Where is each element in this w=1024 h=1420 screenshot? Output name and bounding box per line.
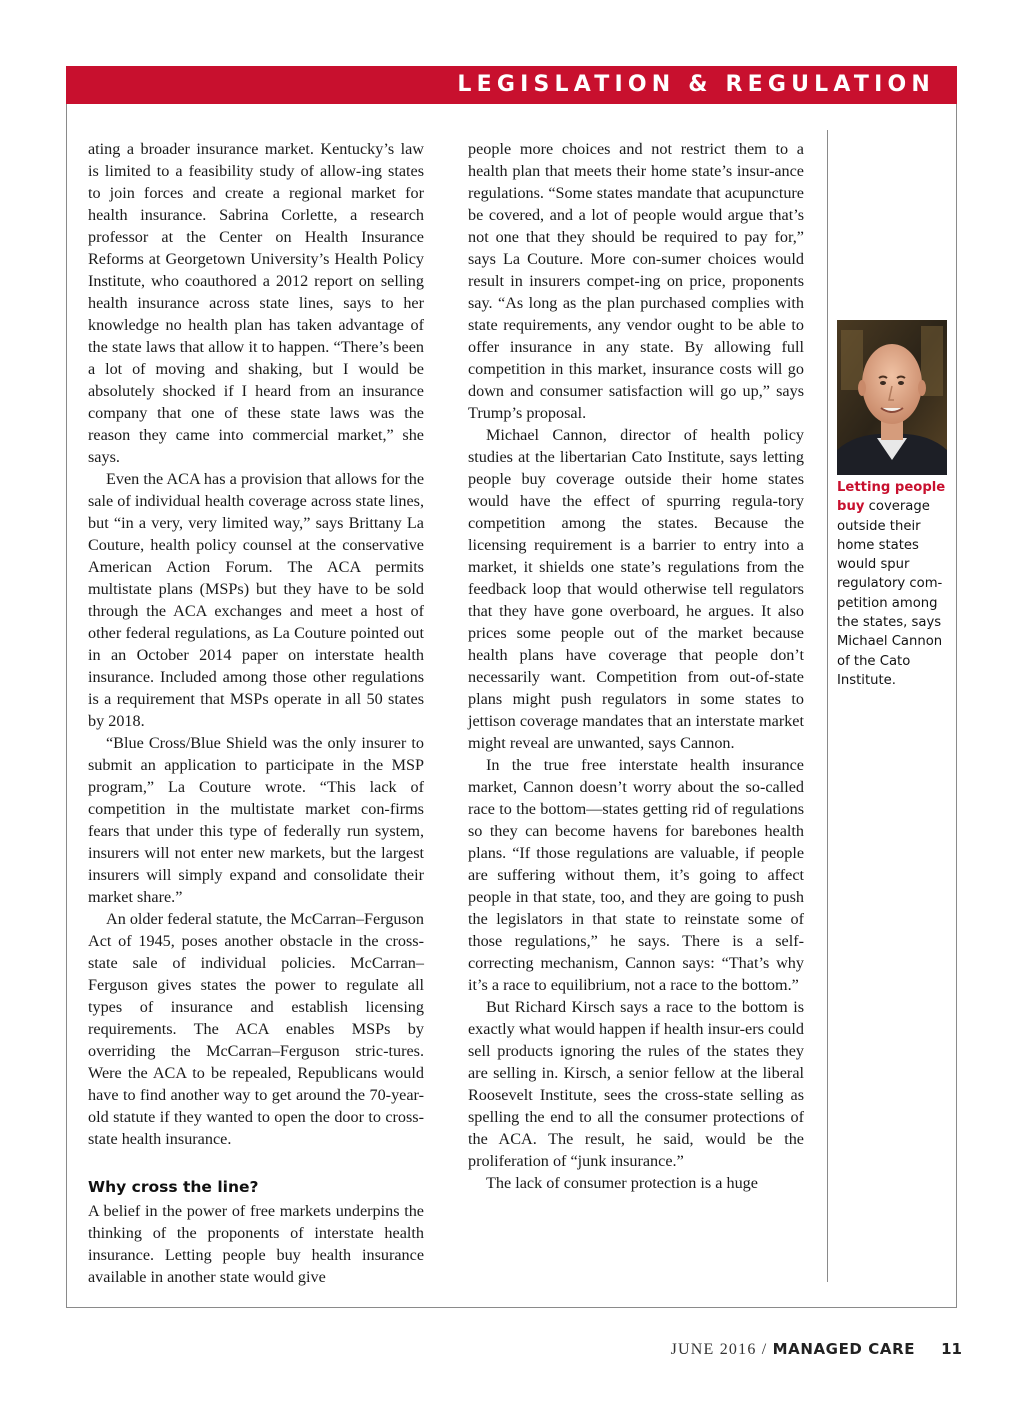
- paragraph: An older federal statute, the McCarran–Ferguson Act of 1945, poses another obstacle in the cross-state sale of individual policies. McCarran–Ferguson gives states the power to regulate all types of insurance and establish licensing requirements. The ACA enables MSPs by overriding the McCarran–Ferguson stric-tures. Were the ACA to be repealed, Republicans would have to find another way to get around the 70-year-old statute if they wanted to open the door to cross-state health insurance.: [88, 910, 424, 1148]
- subheading: Why cross the line?: [88, 1178, 259, 1196]
- portrait-photo: [837, 320, 947, 475]
- section-title: LEGISLATION & REGULATION: [457, 72, 935, 97]
- paragraph: ating a broader insurance market. Kentucky’s law is limited to a feasibility study of allow-ing states to join forces and create a regional market for health insurance. Sabrina Corlette, a research professor at the Center on Health Insurance Reforms at Georgetown University’s Health Policy Institute, who coauthored a 2012 report on selling health insurance across state lines, says to her knowledge no health plan has taken advantage of the state laws that allow it to happen. “There’s been a lot of moving and shaking, but I would be absolutely shocked if I heard from an insurance company that one of these state laws was the reason they came into commercial market,” she says.: [88, 140, 424, 466]
- column-divider: [827, 130, 828, 1282]
- issue-date: JUNE 2016 /: [670, 1341, 773, 1358]
- paragraph: “Blue Cross/Blue Shield was the only insurer to submit an application to participate in the MSP program,” La Couture wrote. “This lack of competition in the multistate market con-firms fears that under this type of federally run system, insurers will not enter new markets, but the largest insurers will simply expand and consolidate their market share.”: [88, 734, 424, 906]
- photo-caption: [837, 478, 952, 690]
- paragraph: people more choices and not restrict them to a health plan that meets their home state’s insur-ance regulations. “Some states mandate that acupuncture be covered, and a lot of people would argue that’s not one that they should be required to pay for,” says La Couture. More con-sumer choices would result in insurers compet-ing on price, proponents say. “As long as the plan purchased complies with state requirements, any vendor ought to be able to offer insurance in any state. By allowing full competition in this market, insurance costs will go down and consumer satisfaction will go up,” says Trump’s proposal.: [468, 140, 804, 422]
- portrait-image: [837, 320, 947, 475]
- page-footer: [671, 1340, 962, 1359]
- publication-name: MANAGED CARE: [772, 1340, 916, 1358]
- paragraph: The lack of consumer protection is a huge: [486, 1174, 758, 1192]
- paragraph: Michael Cannon, director of health policy studies at the libertarian Cato Institute, says letting people buy coverage outside their home states would have the effect of spurring regula-tory competition among the states. Because the licensing requirement is a barrier to entry into a market, it shields one state’s regulations from the feedback loop that would otherwise tell regulators that they have gone overboard, he argues. It also prices some people out of the market because health plans have coverage that people don’t necessarily want. Competition from out-of-state plans might push regulators in some states to jettison coverage mandates that an interstate market might reveal are unwanted, says Cannon.: [468, 426, 804, 752]
- article-column-1: [88, 138, 424, 1288]
- caption-lead: Letting people buy: [837, 480, 946, 515]
- paragraph: In the true free interstate health insurance market, Cannon doesn’t worry about the so-called race to the bottom—states getting rid of regulations so they can become havens for barebones health plans. “If those regulations are valuable, if people are suffering without them, it’s going to affect people in that state, too, and they are going to push the legislators in that state to reinstate some of those regulations,” he says. There is a self-correcting mechanism, Cannon says: “That’s why it’s a race to equilibrium, not a race to the bottom.”: [468, 756, 804, 994]
- paragraph: Even the ACA has a provision that allows for the sale of individual health coverage across state lines, but “in a very, very limited way,” says Brittany La Couture, health policy counsel at the conservative American Action Forum. The ACA permits multistate plans (MSPs) but they have to be sold through the ACA exchanges and meet a host of other federal regulations, as La Couture pointed out in an October 2014 paper on interstate health insurance. Included among those other regulations is a requirement that MSPs operate in all 50 states by 2018.: [88, 470, 424, 730]
- caption-text: coverage outside their home states would spur regulatory com-petition among the states, says Michael Cannon of the Cato Institute.: [837, 499, 943, 688]
- section-header-bar: [66, 66, 957, 104]
- paragraph: But Richard Kirsch says a race to the bottom is exactly what would happen if health insur-ers could sell products ignoring the rules of the states they are selling in. Kirsch, a senior fellow at the liberal Roosevelt Institute, sees the cross-state selling as spelling the end to all the consumer protections of the ACA. The result, he said, would be the proliferation of “junk insurance.”: [468, 998, 804, 1170]
- paragraph: A belief in the power of free markets underpins the thinking of the proponents of interstate health insurance. Letting people buy health insurance available in another state would give: [88, 1202, 424, 1286]
- article-column-2: [468, 138, 804, 1194]
- page-number: 11: [941, 1340, 962, 1358]
